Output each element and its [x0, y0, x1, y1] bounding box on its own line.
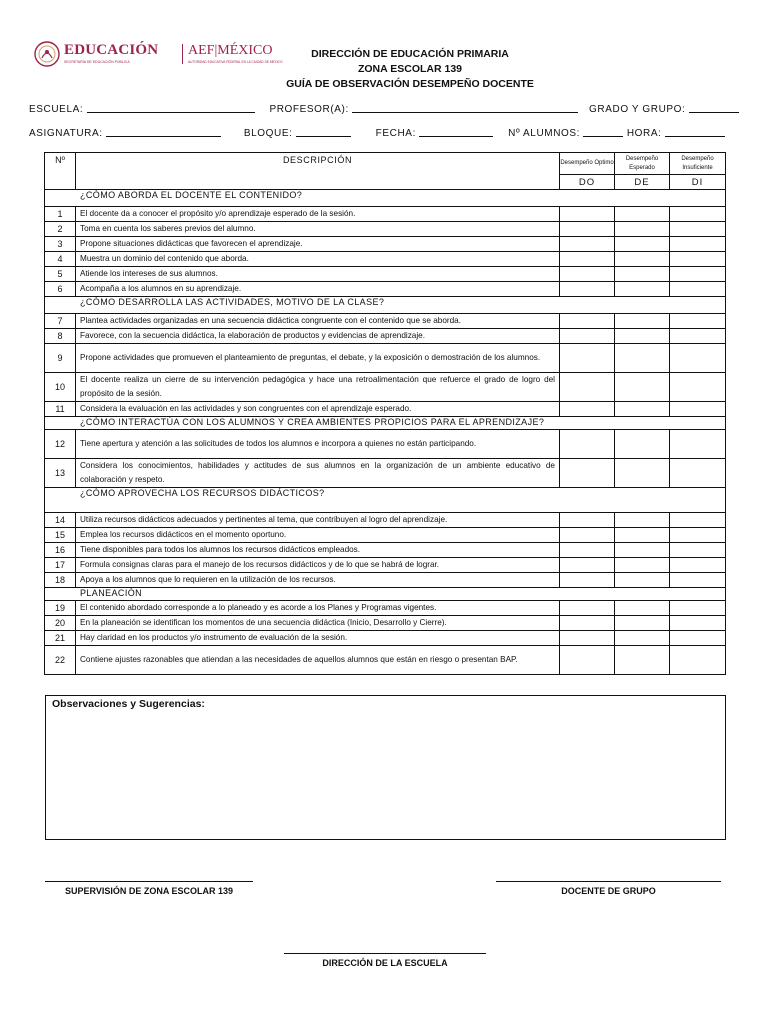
- item-number: 4: [45, 252, 76, 267]
- label-escuela: ESCUELA:: [29, 104, 84, 115]
- header-description: DESCRIPCIÓN: [76, 153, 560, 190]
- table-row: [45, 601, 726, 616]
- rating-cell-do[interactable]: [560, 237, 615, 252]
- section-title-row: [45, 297, 726, 314]
- table-row: [45, 252, 726, 267]
- item-number: 16: [45, 543, 76, 558]
- item-number: 20: [45, 616, 76, 631]
- item-number: 6: [45, 282, 76, 297]
- item-description: Hay claridad en los productos y/o instrumento de evaluación de la sesión.: [76, 631, 560, 646]
- signature-line-direccion[interactable]: [284, 953, 486, 954]
- label-asignatura: ASIGNATURA:: [29, 128, 103, 139]
- label-alumnos: Nº ALUMNOS:: [508, 128, 581, 139]
- rating-cell-de[interactable]: [615, 631, 670, 646]
- item-number: 8: [45, 329, 76, 344]
- header-num: Nº: [45, 153, 76, 190]
- rating-cell-di[interactable]: [670, 402, 726, 417]
- rating-cell-di[interactable]: [670, 573, 726, 588]
- rating-cell-di[interactable]: [670, 329, 726, 344]
- hora-field[interactable]: [665, 127, 725, 137]
- item-number: 10: [45, 373, 76, 402]
- header-code-do: DO: [560, 175, 615, 190]
- rating-cell-do[interactable]: [560, 616, 615, 631]
- table-row: [45, 543, 726, 558]
- item-number: 19: [45, 601, 76, 616]
- observations-title: Observaciones y Sugerencias:: [52, 698, 205, 710]
- label-fecha: FECHA:: [375, 128, 416, 139]
- rating-cell-de[interactable]: [615, 252, 670, 267]
- table-row: [45, 222, 726, 237]
- section-title-row: [45, 488, 726, 513]
- item-number: 14: [45, 513, 76, 528]
- header-guide-title: GUÍA DE OBSERVACIÓN DESEMPEÑO DOCENTE: [286, 78, 534, 90]
- logo-aef-text: AEF|MÉXICO: [188, 43, 273, 58]
- rating-cell-do[interactable]: [560, 646, 615, 675]
- item-description: Toma en cuenta los saberes previos del alumno.: [76, 222, 560, 237]
- table-row: [45, 329, 726, 344]
- header-code-di: DI: [670, 175, 726, 190]
- item-description: El contenido abordado corresponde a lo planeado y es acorde a los Planes y Programas vigentes.: [76, 601, 560, 616]
- rating-cell-de[interactable]: [615, 573, 670, 588]
- rating-cell-do[interactable]: [560, 543, 615, 558]
- rating-cell-di[interactable]: [670, 646, 726, 675]
- item-number: 1: [45, 207, 76, 222]
- label-grado: GRADO Y GRUPO:: [589, 104, 686, 115]
- item-description: Apoya a los alumnos que lo requieren en la utilización de los recursos.: [76, 573, 560, 588]
- table-row: [45, 528, 726, 543]
- table-row: [45, 558, 726, 573]
- table-row: [45, 646, 726, 675]
- item-description: Atiende los intereses de sus alumnos.: [76, 267, 560, 282]
- rating-cell-do[interactable]: [560, 373, 615, 402]
- signature-label-docente: DOCENTE DE GRUPO: [561, 886, 656, 896]
- rating-cell-di[interactable]: [670, 543, 726, 558]
- item-number: 18: [45, 573, 76, 588]
- item-description: Tiene disponibles para todos los alumnos los recursos didácticos empleados.: [76, 543, 560, 558]
- rating-cell-de[interactable]: [615, 402, 670, 417]
- rating-cell-di[interactable]: [670, 616, 726, 631]
- logo: [34, 40, 283, 70]
- table-row: [45, 237, 726, 252]
- rating-cell-do[interactable]: [560, 207, 615, 222]
- item-number: 3: [45, 237, 76, 252]
- profesor-field[interactable]: [352, 103, 578, 113]
- rating-cell-de[interactable]: [615, 329, 670, 344]
- fecha-field[interactable]: [419, 127, 493, 137]
- item-description: Favorece, con la secuencia didáctica, la elaboración de productos y evidencias de aprendizaje.: [76, 329, 560, 344]
- table-row: [45, 631, 726, 646]
- header-code-de: DE: [615, 175, 670, 190]
- item-description: Plantea actividades organizadas en una secuencia didáctica congruente con el contenido que se aborda.: [76, 314, 560, 329]
- logo-education-subtitle: SECRETARÍA DE EDUCACIÓN PÚBLICA: [64, 60, 130, 64]
- section-title-row: [45, 190, 726, 207]
- section-title: ¿CÓMO APROVECHA LOS RECURSOS DIDÁCTICOS?: [45, 488, 726, 513]
- section-title: PLANEACIÓN: [45, 588, 726, 601]
- rating-cell-di[interactable]: [670, 631, 726, 646]
- header-direction: DIRECCIÓN DE EDUCACIÓN PRIMARIA: [311, 48, 509, 60]
- header-level-insuficiente: Desempeño Insuficiente: [670, 153, 726, 175]
- rating-cell-di[interactable]: [670, 222, 726, 237]
- item-description: Muestra un dominio del contenido que aborda.: [76, 252, 560, 267]
- rating-cell-do[interactable]: [560, 528, 615, 543]
- table-row: [45, 459, 726, 488]
- section-title: ¿CÓMO DESARROLLA LAS ACTIVIDADES, MOTIVO DE LA CLASE?: [45, 297, 726, 314]
- rating-cell-do[interactable]: [560, 402, 615, 417]
- signature-line-supervision[interactable]: [45, 881, 253, 882]
- table-row: [45, 573, 726, 588]
- rating-cell-do[interactable]: [560, 267, 615, 282]
- item-number: 13: [45, 459, 76, 488]
- table-row: [45, 616, 726, 631]
- rating-cell-de[interactable]: [615, 344, 670, 373]
- rating-cell-di[interactable]: [670, 267, 726, 282]
- signature-label-direccion: DIRECCIÓN DE LA ESCUELA: [322, 958, 448, 968]
- rating-cell-do[interactable]: [560, 282, 615, 297]
- rating-cell-de[interactable]: [615, 558, 670, 573]
- table-row: [45, 267, 726, 282]
- header-level-optimo: Desempeño Optimo: [560, 153, 615, 175]
- seal-icon: [34, 40, 60, 68]
- rating-cell-di[interactable]: [670, 601, 726, 616]
- item-description: Contiene ajustes razonables que atiendan a las necesidades de aquellos alumnos que están en riesgo o presentan BAP.: [76, 646, 560, 675]
- fields-row-1: [29, 103, 739, 115]
- item-description: Propone actividades que promueven el planteamiento de preguntas, el debate, y la exposición o demostración de los alumnos.: [76, 344, 560, 373]
- item-description: Formula consignas claras para el manejo de los recursos didácticos y de lo que se habrá de lograr.: [76, 558, 560, 573]
- item-number: 7: [45, 314, 76, 329]
- rating-cell-di[interactable]: [670, 314, 726, 329]
- alumnos-field[interactable]: [583, 127, 623, 137]
- rating-cell-do[interactable]: [560, 314, 615, 329]
- rating-cell-do[interactable]: [560, 344, 615, 373]
- rating-cell-do[interactable]: [560, 513, 615, 528]
- item-description: Propone situaciones didácticas que favorecen el aprendizaje.: [76, 237, 560, 252]
- item-description: Utiliza recursos didácticos adecuados y pertinentes al tema, que contribuyen al logro del aprendizaje.: [76, 513, 560, 528]
- section-title: ¿CÓMO INTERACTÚA CON LOS ALUMNOS Y CREA AMBIENTES PROPICIOS PARA EL APRENDIZAJE?: [45, 417, 726, 430]
- item-number: 9: [45, 344, 76, 373]
- table-row: [45, 344, 726, 373]
- rating-cell-de[interactable]: [615, 222, 670, 237]
- table-row: [45, 430, 726, 459]
- rating-cell-di[interactable]: [670, 237, 726, 252]
- item-description: Considera los conocimientos, habilidades y actitudes de sus alumnos en la organización de un ambiente educativo de colaboración y respeto.: [76, 459, 560, 488]
- item-description: Tiene apertura y atención a las solicitudes de todos los alumnos e incorpora a quienes no están participando.: [76, 430, 560, 459]
- rating-cell-di[interactable]: [670, 282, 726, 297]
- section-title: ¿CÓMO ABORDA EL DOCENTE EL CONTENIDO?: [45, 190, 726, 207]
- table-row: [45, 373, 726, 402]
- item-number: 2: [45, 222, 76, 237]
- rating-cell-de[interactable]: [615, 267, 670, 282]
- item-number: 12: [45, 430, 76, 459]
- rating-cell-di[interactable]: [670, 528, 726, 543]
- escuela-field[interactable]: [87, 103, 255, 113]
- logo-education-text: EDUCACIÓN: [64, 42, 159, 58]
- rating-cell-di[interactable]: [670, 558, 726, 573]
- header-zone: ZONA ESCOLAR 139: [357, 63, 463, 75]
- rating-cell-de[interactable]: [615, 459, 670, 488]
- signature-label-supervision: SUPERVISIÓN DE ZONA ESCOLAR 139: [64, 886, 234, 896]
- bloque-field[interactable]: [296, 127, 351, 137]
- rating-cell-do[interactable]: [560, 430, 615, 459]
- rating-cell-di[interactable]: [670, 430, 726, 459]
- item-description: El docente da a conocer el propósito y/o aprendizaje esperado de la sesión.: [76, 207, 560, 222]
- table-row: [45, 513, 726, 528]
- signature-line-docente[interactable]: [496, 881, 721, 882]
- rating-cell-di[interactable]: [670, 513, 726, 528]
- item-number: 15: [45, 528, 76, 543]
- rating-cell-de[interactable]: [615, 314, 670, 329]
- rating-cell-do[interactable]: [560, 573, 615, 588]
- rating-cell-de[interactable]: [615, 373, 670, 402]
- item-description: Emplea los recursos didácticos en el momento oportuno.: [76, 528, 560, 543]
- rating-cell-do[interactable]: [560, 329, 615, 344]
- rating-cell-de[interactable]: [615, 430, 670, 459]
- rating-cell-do[interactable]: [560, 558, 615, 573]
- table-row: [45, 207, 726, 222]
- rating-cell-di[interactable]: [670, 344, 726, 373]
- item-number: 5: [45, 267, 76, 282]
- rating-cell-de[interactable]: [615, 207, 670, 222]
- rating-cell-di[interactable]: [670, 459, 726, 488]
- label-profesor: PROFESOR(A):: [269, 104, 349, 115]
- rating-cell-de[interactable]: [615, 601, 670, 616]
- rating-cell-di[interactable]: [670, 252, 726, 267]
- rating-cell-de[interactable]: [615, 282, 670, 297]
- section-title-row: [45, 588, 726, 601]
- observations-box[interactable]: [45, 695, 726, 840]
- grado-field[interactable]: [689, 103, 739, 113]
- rating-cell-do[interactable]: [560, 222, 615, 237]
- logo-separator: [182, 44, 183, 64]
- rating-cell-do[interactable]: [560, 601, 615, 616]
- item-description: El docente realiza un cierre de su intervención pedagógica y hace una retroalimentación que refuerce el grado de logro del propósito de la sesión.: [76, 373, 560, 402]
- rating-cell-di[interactable]: [670, 373, 726, 402]
- table-row: [45, 282, 726, 297]
- asignatura-field[interactable]: [106, 127, 221, 137]
- rating-cell-de[interactable]: [615, 543, 670, 558]
- item-number: 21: [45, 631, 76, 646]
- label-hora: HORA:: [626, 128, 662, 139]
- fields-row-2: [29, 127, 725, 139]
- rating-cell-do[interactable]: [560, 252, 615, 267]
- table-row: [45, 314, 726, 329]
- item-description: En la planeación se identifican los momentos de una secuencia didáctica (Inicio, Desarrollo y Cierre).: [76, 616, 560, 631]
- rating-cell-de[interactable]: [615, 646, 670, 675]
- rating-cell-de[interactable]: [615, 528, 670, 543]
- label-bloque: BLOQUE:: [243, 128, 293, 139]
- header-level-esperado: Desempeño Esperado: [615, 153, 670, 175]
- rating-cell-de[interactable]: [615, 237, 670, 252]
- section-title-row: [45, 417, 726, 430]
- rating-cell-de[interactable]: [615, 513, 670, 528]
- item-description: Acompaña a los alumnos en su aprendizaje.: [76, 282, 560, 297]
- observation-table: [44, 152, 726, 675]
- item-number: 11: [45, 402, 76, 417]
- rating-cell-de[interactable]: [615, 616, 670, 631]
- logo-aef-subtitle: AUTORIDAD EDUCATIVA FEDERAL EN LA CIUDAD DE MÉXICO: [188, 60, 283, 64]
- item-description: Considera la evaluación en las actividades y son congruentes con el aprendizaje esperado.: [76, 402, 560, 417]
- item-number: 17: [45, 558, 76, 573]
- rating-cell-do[interactable]: [560, 631, 615, 646]
- rating-cell-do[interactable]: [560, 459, 615, 488]
- item-number: 22: [45, 646, 76, 675]
- rating-cell-di[interactable]: [670, 207, 726, 222]
- table-row: [45, 402, 726, 417]
